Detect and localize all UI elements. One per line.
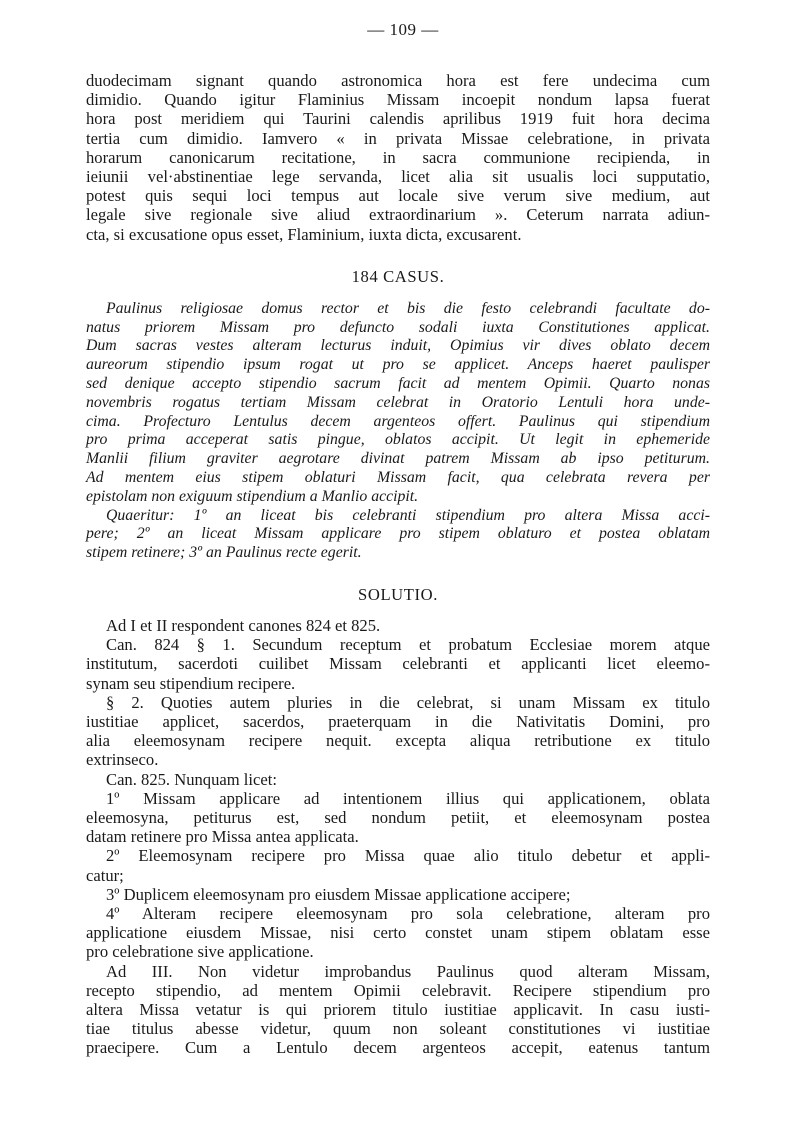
- book-page: [86, 20, 710, 1058]
- text-line: applicatione eiusdem Missae, nisi certo constet unam stipem oblatam esse: [86, 923, 710, 943]
- solutio-paragraph: [86, 770, 710, 789]
- intro-paragraph: [86, 71, 710, 244]
- text-line: Dum sacras vestes alteram lecturus induit, Opimius vir dives oblato decem: [86, 337, 710, 355]
- text-line: natus priorem Missam pro defuncto sodali iuxta Constitutiones applicat.: [86, 318, 710, 336]
- text-line: Ad III. Non videtur improbandus Paulinus quod alteram Missam,: [106, 961, 710, 981]
- solutio-paragraph: [86, 635, 710, 693]
- text-line: cta, si excusatione opus esset, Flaminium, iuxta dicta, excusarent.: [86, 224, 522, 244]
- text-line: epistolam non exiguum stipendium a Manlio accipit.: [86, 487, 419, 505]
- text-line: alia eleemosynam recipere nequit. excepta aliqua retributione ex titulo: [86, 731, 710, 751]
- text-line: aureorum stipendio ipsum rogat ut pro se applicet. Anceps haeret paulisper: [86, 356, 710, 374]
- solutio-paragraph: [86, 693, 710, 770]
- text-line: recepto stipendio, ad mentem Opimii celebravit. Recipere stipendium pro: [86, 980, 710, 1000]
- case-heading: 184 CASUS.: [351, 266, 445, 286]
- text-line: potest quis sequi loci tempus aut locale sive verum sive medium, aut: [86, 186, 710, 206]
- text-line: § 2. Quoties autem pluries in die celebrat, si unam Missam ex titulo: [106, 692, 710, 712]
- text-line: extrinseco.: [86, 750, 159, 770]
- text-line: sed denique accepto stipendio sacrum facit ad mentem Opimii. Quarto nonas: [86, 375, 710, 393]
- page-number: — 109 —: [367, 20, 439, 39]
- solutio-paragraph: [86, 789, 710, 847]
- text-line: Paulinus religiosae domus rector et bis die festo celebrandi facultate do-: [106, 299, 710, 317]
- text-line: tiae titulus abesse videtur, quum non soleant constitutiones vi iustitiae: [86, 1019, 710, 1039]
- solutio-paragraph: [86, 616, 710, 635]
- text-line: Ad mentem eius stipem oblaturi Missam facit, qua celebrata revera per: [86, 469, 710, 486]
- case-question: [86, 507, 710, 563]
- text-line: datam retinere pro Missa antea applicata.: [86, 827, 359, 847]
- text-line: catur;: [86, 865, 124, 885]
- solutio-paragraph: [86, 962, 710, 1058]
- text-line: praecipere. Cum a Lentulo decem argenteos accepit, eatenus tantum: [86, 1038, 710, 1058]
- text-line: pere; 2º an liceat Missam applicare pro stipem oblaturo et postea oblatam: [86, 525, 710, 543]
- text-line: cima. Profecturo Lentulus decem argenteos offert. Paulinus qui stipendium: [86, 412, 710, 430]
- text-line: institutum, sacerdoti cuilibet Missam celebranti et applicanti licet eleemo-: [86, 654, 710, 674]
- solutio-paragraph: [86, 885, 710, 904]
- text-line: hora post meridiem qui Taurini calendis aprilibus 1919 fuit hora decima: [86, 109, 710, 129]
- text-line: eleemosyna, petiturus est, sed nondum petiit, et eleemosynam postea: [86, 808, 710, 828]
- text-line: legale sive regionale sive aliud extraordinarium ». Ceterum narrata adiun-: [86, 205, 710, 225]
- text-line: novembris rogatus tertiam Missam celebrat in Oratorio Lentuli hora unde-: [86, 393, 710, 411]
- text-line: 4º Alteram recipere eleemosynam pro sola celebratione, alteram pro: [106, 904, 710, 924]
- solutio-paragraph: [86, 846, 710, 884]
- solutio-body: [86, 616, 710, 1058]
- text-line: duodecimam signant quando astronomica hora est fere undecima cum: [86, 71, 710, 90]
- text-line: iustitiae applicet, sacerdos, praeterquam in die Nativitatis Domini, pro: [86, 712, 710, 731]
- text-line: 2º Eleemosynam recipere pro Missa quae alio titulo debetur et appli-: [106, 846, 710, 866]
- case-narrative: [86, 300, 710, 507]
- text-line: Manlii filium graviter aegrotare divinat patrem Missam ab ipso petiturum.: [86, 450, 710, 468]
- solutio-heading: SOLUTIO.: [358, 584, 438, 604]
- text-line: tertia cum dimidio. Iamvero « in privata Missae celebratione, in privata: [86, 128, 710, 148]
- text-line: pro celebratione sive applicatione.: [86, 942, 314, 962]
- text-line: stipem retinere; 3º an Paulinus recte egerit.: [86, 544, 362, 562]
- text-line: ieiunii vel·abstinentiae lege servanda, licet alia sit usualis loci supputatio,: [86, 167, 710, 187]
- text-line: Can. 825. Nunquam licet:: [106, 769, 277, 789]
- text-line: synam seu stipendium recipere.: [86, 673, 296, 693]
- text-line: 3º Duplicem eleemosynam pro eiusdem Missae applicatione accipere;: [106, 884, 571, 904]
- text-line: pro prima acceperat satis pingue, oblatos accipit. Ut legit in ephemeride: [86, 431, 710, 449]
- text-line: 1º Missam applicare ad intentionem illius qui applicationem, oblata: [106, 788, 710, 808]
- text-line: dimidio. Quando igitur Flaminius Missam incoepit nondum lapsa fuerat: [86, 90, 710, 110]
- solutio-paragraph: [86, 904, 710, 962]
- text-line: horarum canonicarum recitatione, in sacra communione recipienda, in: [86, 147, 710, 167]
- text-line: Ad I et II respondent canones 824 et 825.: [106, 615, 381, 635]
- text-line: altera Missa vetatur is qui priorem titulo iustitiae applicavit. In casu iusti-: [86, 1000, 710, 1020]
- text-line: Can. 824 § 1. Secundum receptum et probatum Ecclesiae morem atque: [106, 635, 710, 655]
- text-line: Quaeritur: 1º an liceat bis celebranti stipendium pro altera Missa acci-: [106, 506, 710, 524]
